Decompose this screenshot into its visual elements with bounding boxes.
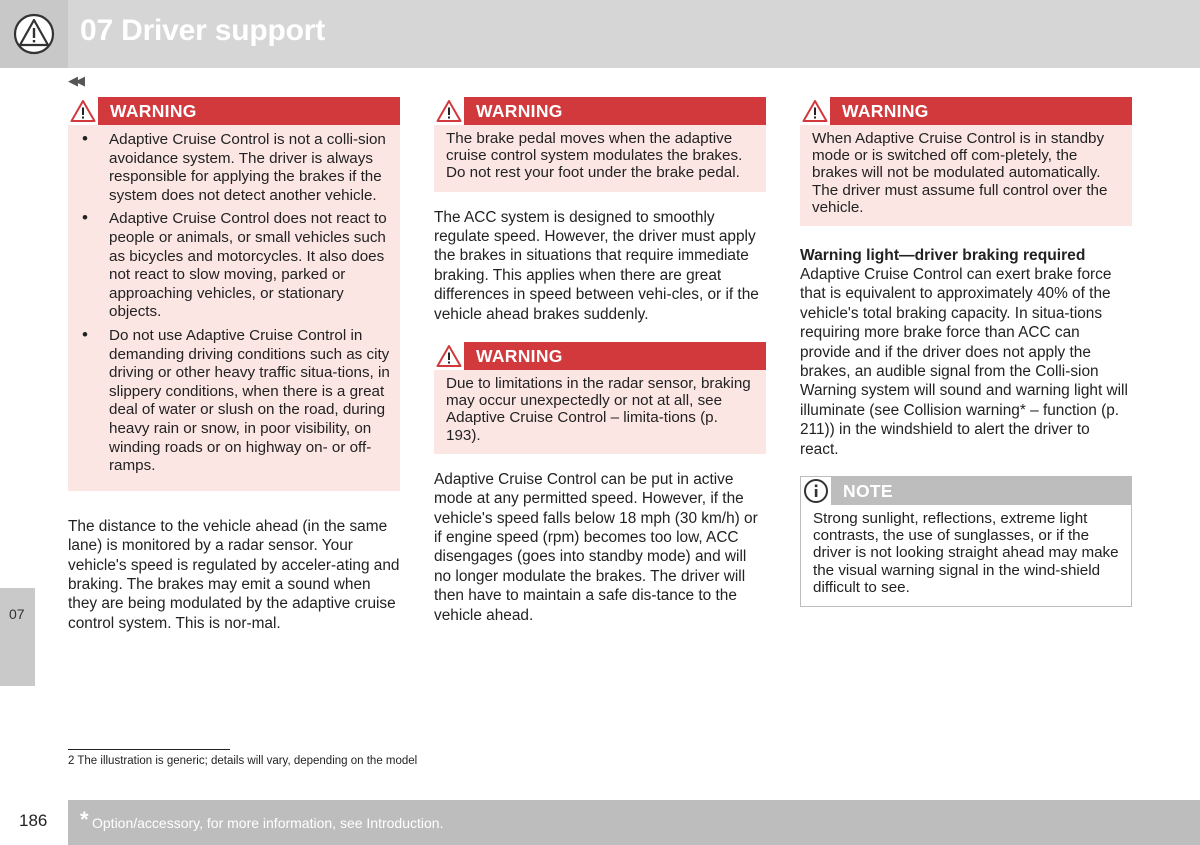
column-1 — [68, 97, 400, 651]
warning-header — [68, 97, 400, 125]
warning-header — [800, 97, 1132, 125]
warning-header — [434, 97, 766, 125]
column-2 — [434, 97, 766, 643]
warning-box — [434, 97, 766, 192]
list-item: • Do not use Adaptive Cruise Control in demanding driving conditions such as city driving or other heavy traffic situa-tions, in slippery conditions, when there is a great deal of water or slush on the road, during heavy rain or snow, in poor visibility, on winding roads or on highway on- or off-ramps. — [82, 327, 390, 476]
list-item: • Adaptive Cruise Control is not a colli-sion avoidance system. The driver is always responsible for applying the brakes if the system does not detect another vehicle. — [82, 131, 390, 205]
note-label: NOTE — [843, 481, 893, 502]
page-title: 07 Driver support — [80, 14, 326, 47]
warning-label: WARNING — [476, 101, 563, 121]
warning-bullet-list — [68, 125, 400, 491]
warning-label: WARNING — [476, 346, 563, 367]
warning-label: WARNING — [110, 101, 197, 121]
chapter-number: 07 — [9, 606, 25, 622]
warning-box — [434, 342, 766, 454]
warning-box — [800, 97, 1132, 226]
note-header — [801, 477, 1131, 505]
warning-triangle-icon — [802, 99, 828, 123]
warning-text: When Adaptive Cruise Control is in standby mode or is switched off com-pletely, the brakes will not be modulated automatically. The driver must assume full control over the vehicle. — [812, 130, 1108, 216]
page-number: 186 — [19, 811, 48, 830]
note-box — [800, 476, 1132, 607]
warning-label: WARNING — [842, 101, 929, 121]
note-text: Strong sunlight, reflections, extreme light contrasts, the use of sunglasses, or if the driver is not looking straight ahead may make the visual warning signal in the wind-shield difficult to see. — [813, 510, 1119, 596]
continued-marker: ◀◀ — [68, 73, 82, 88]
warning-header — [434, 342, 766, 370]
warning-triangle-icon — [70, 99, 96, 123]
body-paragraph: The distance to the vehicle ahead (in the same lane) is monitored by a radar sensor. Your vehicle's speed is regulated by acceler-ating and braking. The brakes may emit a sound when they are being modulated by the adaptive cruise control system. This is nor-mal. — [68, 517, 400, 632]
chapter-side-tab — [0, 588, 35, 686]
header-icon-box — [0, 0, 68, 68]
list-item: • Adaptive Cruise Control does not react to people or animals, or small vehicles such as bicycles and motorcycles. It also does not react to slow moving, parked or approaching vehicles, or stationary objects. — [82, 210, 390, 322]
body-paragraph: Adaptive Cruise Control can exert brake force that is equivalent to approximately 40% of the vehicle's total braking capacity. In situa-tions requiring more brake force than ACC can provide and if the driver does not apply the brakes, an audible signal from the Colli-sion Warning system will sound and warning light will illuminate (see Collision warning* – function (p. 211)) in the windshield to alert the driver to react. — [800, 266, 1128, 458]
warning-triangle-icon — [436, 99, 462, 123]
info-icon — [803, 478, 829, 504]
footnote-divider — [68, 749, 230, 750]
footnote: 2 The illustration is generic; details will vary, depending on the model — [68, 755, 418, 767]
section-heading: Warning light—driver braking required — [800, 247, 1086, 265]
body-paragraph: Adaptive Cruise Control can be put in active mode at any permitted speed. However, if the vehicle's speed falls below 18 mph (30 km/h) or if engine speed (rpm) becomes too low, ACC disengages (goes into standby mode) and will no longer modulate the brakes. The driver will then have to maintain a safe dis-tance to the vehicle ahead. — [434, 470, 758, 624]
warning-text: Due to limitations in the radar sensor, braking may occur unexpectedly or not at all, see Adaptive Cruise Control – limita-tions (p. 193). — [446, 375, 751, 444]
warning-triangle-icon — [436, 344, 462, 368]
warning-triangle-circle-icon — [13, 13, 55, 55]
footer-asterisk: * — [80, 807, 89, 832]
page-header — [0, 0, 1200, 68]
warning-box — [68, 97, 400, 491]
column-3 — [800, 97, 1132, 607]
footer-text: Option/accessory, for more information, see Introduction. — [92, 815, 444, 831]
warning-text: The brake pedal moves when the adaptive cruise control system modulates the brakes. Do not rest your foot under the brake pedal. — [446, 130, 743, 182]
body-paragraph: The ACC system is designed to smoothly regulate speed. However, the driver must apply the brakes in situations that require immediate braking. This applies when there are great differences in speed between vehi-cles, or if the vehicle ahead brakes suddenly. — [434, 208, 759, 323]
